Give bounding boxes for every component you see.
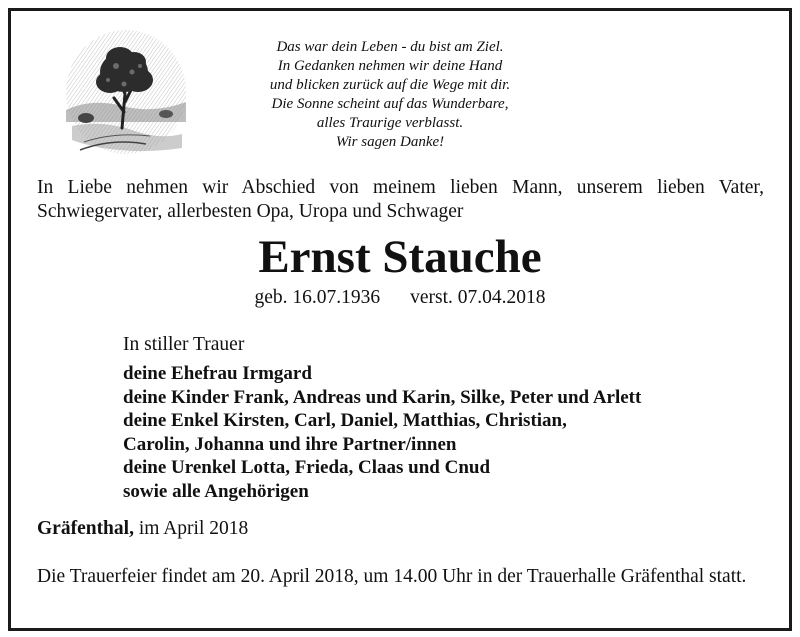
place-date <box>37 517 248 541</box>
intro-line: Schwiegervater, allerbesten Opa, Uropa und Schwager <box>37 201 464 222</box>
poem-line: alles Traurige verblasst. <box>316 115 464 131</box>
birth-date: geb. 16.07.1936 <box>254 287 381 308</box>
family-line: sowie alle Angehörigen <box>123 480 309 502</box>
place-town: Gräfenthal, <box>37 518 134 539</box>
place-month: im April 2018 <box>133 518 249 539</box>
poem <box>220 38 560 152</box>
poem-line: Die Sonne scheint auf das Wunderbare, <box>271 96 509 112</box>
intro-text <box>37 176 764 224</box>
family-line: deine Enkel Kirsten, Carl, Daniel, Matthias, Christian, <box>123 410 567 432</box>
poem-line: In Gedanken nehmen wir deine Hand <box>277 58 503 74</box>
family-line: deine Urenkel Lotta, Frieda, Claas und Cnud <box>123 457 491 479</box>
mourning-heading: In stiller Trauer <box>123 334 245 355</box>
family-line: deine Kinder Frank, Andreas und Karin, Silke, Peter und Arlett <box>123 386 642 408</box>
service-info: Die Trauerfeier findet am 20. April 2018, um 14.00 Uhr in der Trauerhalle Gräfenthal statt. <box>37 566 747 587</box>
life-dates <box>0 286 800 310</box>
poem-line: Wir sagen Danke! <box>335 134 445 150</box>
poem-line: Das war dein Leben - du bist am Ziel. <box>276 39 504 55</box>
poem-line: und blicken zurück auf die Wege mit dir. <box>269 77 511 93</box>
intro-line: In Liebe nehmen wir Abschied von meinem lieben Mann, unserem lieben Vater, <box>37 177 764 198</box>
family-list <box>123 362 641 504</box>
tree-icon <box>62 22 190 158</box>
family-line: Carolin, Johanna und ihre Partner/innen <box>123 433 457 455</box>
deceased-name: Ernst Stauche <box>258 231 542 283</box>
family-line: deine Ehefrau Irmgard <box>123 363 312 384</box>
death-date: verst. 07.04.2018 <box>410 287 546 308</box>
